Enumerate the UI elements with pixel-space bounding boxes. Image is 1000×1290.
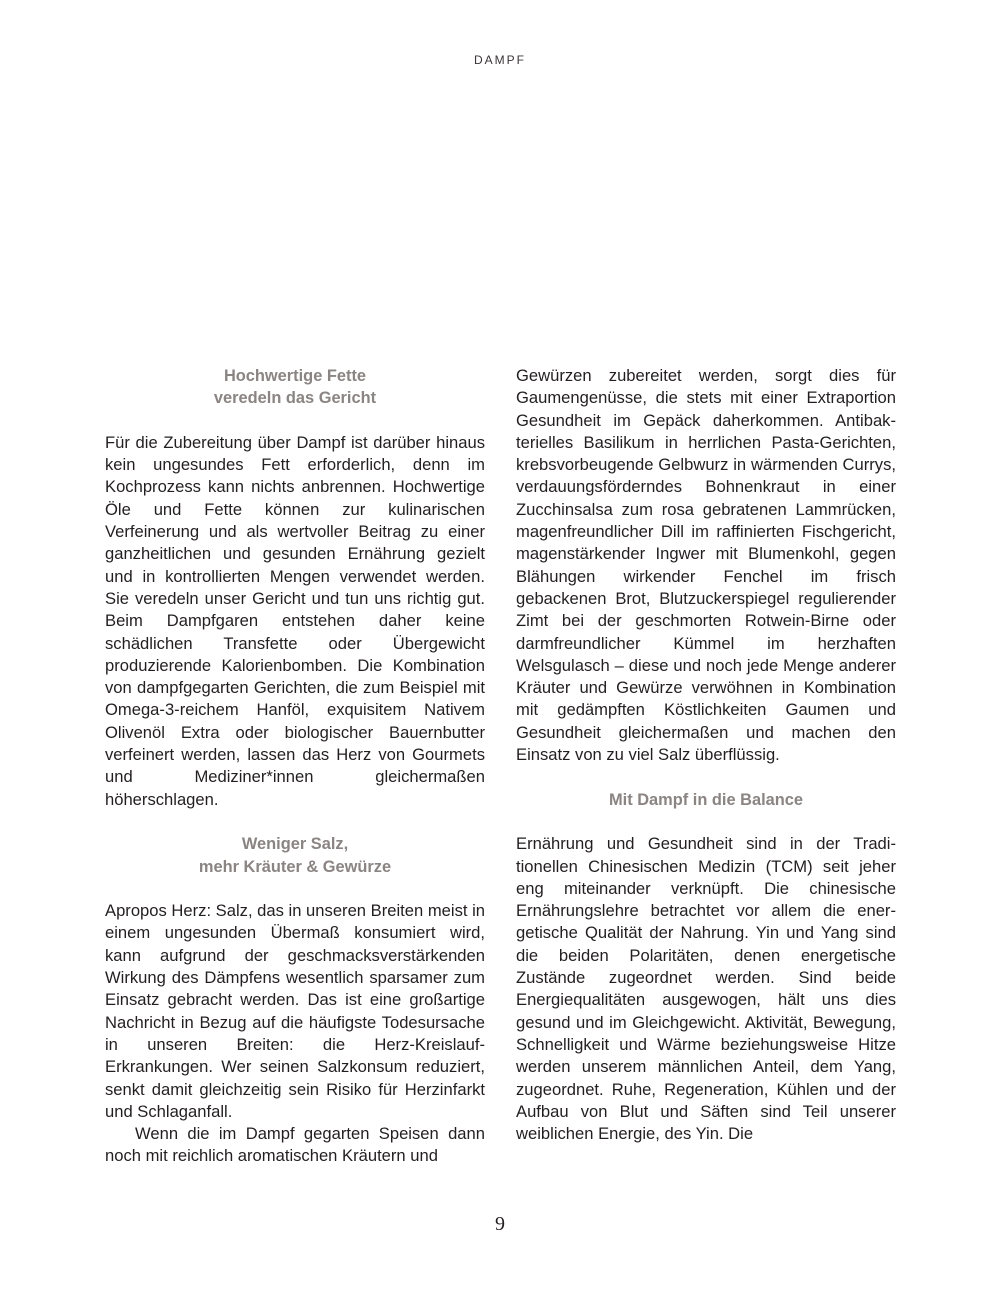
running-header: DAMPF [474,53,526,67]
spacer [516,766,896,788]
heading-line: mehr Kräuter & Gewürze [198,857,392,876]
spacer [516,811,896,833]
section-heading-fette [105,365,485,410]
section-heading-balance: Mit Dampf in die Balance [609,790,803,809]
spacer [105,878,485,900]
body-paragraph: Ernährung und Gesundheit sind in der Traditionellen Chinesischen Medizin (TCM) seit jeher eng miteinander verknüpft. Die chinesische Ernährungslehre betrachtet vor allem die energetische Qualität der Nahrung. Yin und Yang sind die beiden Polaritäten, denen energetische Zustände zugeordnet werden. Sind beide Energiequalitäten ausgewogen, hält uns dies gesund und im Gleichgewicht. Aktivität, Bewegung, Schnelligkeit und Wärme beziehungsweise Hitze werden unserem männlichen Anteil, dem Yang, zugeordnet. Ruhe, Regeneration, Kühlen und der Aufbau von Blut und Säften sind Teil unserer weiblichen Energie, des Yin. Die [516,834,896,1144]
spacer [105,410,485,432]
heading-line: Weniger Salz, [241,835,349,854]
heading-line: Hochwertige Fette [223,367,367,385]
body-paragraph: Wenn die im Dampf gegarten Speisen dann noch mit reichlich aromatischen Kräutern und [105,1124,485,1166]
body-paragraph: Für die Zubereitung über Dampf ist darüber hinaus kein ungesundes Fett erforderlich, denn im Kochprozess kann nichts anbrennen. Hochwertige Öle und Fette können zur kulinarischen Verfeinerung und als wertvoller Beitrag zu einer ganzheitlichen und gesunden Ernährung gezielt und in kontrollierten Mengen verwendet werden. Sie veredeln unser Gericht und tun uns richtig gut. Beim Dampfgaren entstehen daher keine schädlichen Transfette oder Übergewicht produzierende Kalorienbomben. Die Kombination von dampfgegarten Gerichten, die zum Beispiel mit Omega-3-reichem Hanföl, exquisitem Nativem Olivenöl Extra oder biologischer Bauernbutter verfeinert werden, lassen das Herz von Gourmets und Mediziner*innen gleichermaßen höherschlagen. [105,432,485,809]
left-column [105,365,485,1168]
body-paragraph: Apropos Herz: Salz, das in unseren Breiten meist in einem ungesunden Übermaß konsumiert wird, kann aufgrund der geschmacksverstärkenden Wirkung des Dämpfens wesentlich sparsamer zum Einsatz gebracht werden. Das ist eine großartige Nachricht in Bezug auf die häufigste Todesursache in unseren Breiten: die Herz-Kreislauf-Erkrankungen. Wer seinen Salzkonsum reduziert, senkt damit gleichzeitig sein Risiko für Herzinfarkt und Schlaganfall. [105,901,485,1121]
body-paragraph: Gewürzen zubereitet werden, sorgt dies für Gaumengenüsse, die stets mit einer Extraportion Gesundheit im Gepäck daherkommen. Antibakterielles Basilikum in herrlichen Pasta-Gerichten, krebsvorbeugende Gelbwurz in wärmenden Currys, verdauungsförderndes Bohnenkraut in einer Zucchinsalsa zum rosa gebratenen Lammrücken, magenfreundlicher Dill im raffinierten Fischgericht, magenstärkender Ingwer mit Blumenkohl, gegen Blähungen wirkender Fenchel im frisch gebackenen Brot, Blutzuckerspiegel regulierender Zimt bei der geschmorten Rotwein-Birne oder darmfreundlicher Kümmel im herzhaften Welsgulasch – diese und noch jede Menge anderer Kräuter und Gewürze verwöhnen in Kombination mit gedämpften Köstlichkeiten Gaumen und Gesundheit gleichermaßen und machen den Einsatz von zu viel Salz überflüssig. [516,366,896,765]
right-column [516,365,896,1145]
heading-line: veredeln das Gericht [213,389,377,408]
spacer [105,811,485,833]
page-number: 9 [495,1213,505,1235]
section-heading-salz [105,833,485,878]
